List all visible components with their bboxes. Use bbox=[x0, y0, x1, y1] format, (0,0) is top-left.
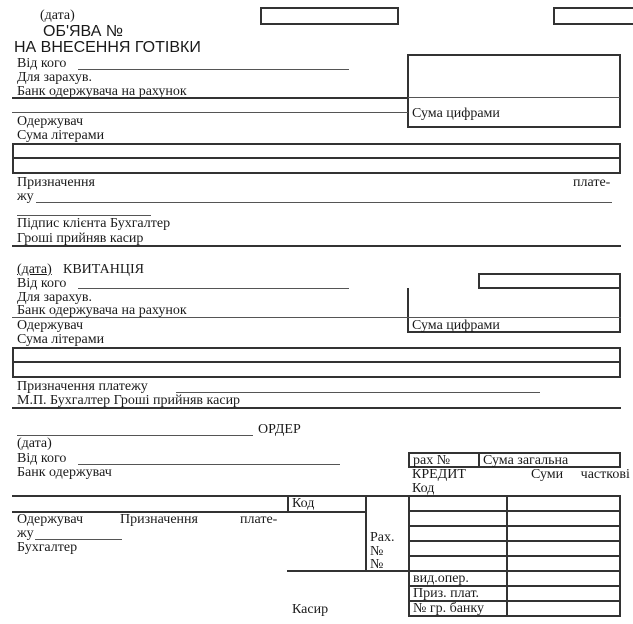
order-from-label: Від кого bbox=[17, 451, 67, 466]
notice-title: ОБ'ЯВА № bbox=[43, 23, 123, 40]
notice-subtitle: НА ВНЕСЕННЯ ГОТІВКИ bbox=[14, 39, 201, 56]
receipt-title: КВИТАНЦІЯ bbox=[63, 262, 144, 277]
order-purpose-label: Призначення bbox=[120, 512, 198, 527]
order-account-no-cell[interactable] bbox=[408, 452, 480, 468]
notice-from-label: Від кого bbox=[17, 56, 67, 71]
receipt-date-label: (дата) bbox=[17, 262, 52, 277]
divider bbox=[287, 570, 408, 572]
order-credit-label: КРЕДИТ bbox=[412, 467, 466, 482]
divider bbox=[12, 407, 621, 409]
order-bank-group-cell bbox=[408, 600, 508, 617]
order-from-field[interactable] bbox=[78, 464, 340, 465]
divider bbox=[12, 245, 621, 247]
receipt-bank-label: Банк одержувача на рахунок bbox=[17, 303, 187, 318]
order-total-amount-label: Сума загальна bbox=[483, 453, 569, 468]
divider bbox=[13, 157, 620, 159]
notice-purpose-hyphen: плате- bbox=[573, 175, 611, 190]
divider bbox=[619, 288, 621, 333]
order-purpose-hyphen: плате- bbox=[240, 512, 278, 527]
notice-from-field[interactable] bbox=[78, 69, 349, 70]
order-partial-amounts-label: Суми часткові bbox=[531, 467, 630, 482]
notice-amount-digits-label: Сума цифрами bbox=[412, 106, 500, 121]
notice-signature-label: Підпис клієнта Бухгалтер bbox=[17, 216, 171, 231]
notice-recipient-label: Одержувач bbox=[17, 114, 84, 129]
receipt-from-field[interactable] bbox=[78, 288, 349, 289]
order-total-amount-cell[interactable] bbox=[478, 452, 621, 468]
notice-amount-words-label: Сума літерами bbox=[17, 128, 105, 143]
order-account-no-vertical-2: № bbox=[370, 544, 384, 559]
notice-number-field[interactable] bbox=[553, 7, 633, 25]
receipt-recipient-label: Одержувач bbox=[17, 318, 84, 333]
order-bank-group-label: № гр. банку bbox=[413, 601, 485, 616]
order-purpose-cont: жу bbox=[17, 526, 34, 541]
order-payment-purpose-label: Приз. плат. bbox=[413, 586, 480, 601]
receipt-amount-words-label: Сума літерами bbox=[17, 332, 105, 347]
divider bbox=[408, 97, 620, 98]
notice-purpose-label: Призначення bbox=[17, 175, 95, 190]
notice-date-label: (дата) bbox=[40, 8, 75, 23]
order-account-no-vertical-1: Рах. bbox=[370, 530, 395, 545]
divider bbox=[12, 495, 408, 497]
order-code-label: Код bbox=[292, 496, 315, 511]
divider bbox=[12, 97, 408, 99]
divider bbox=[287, 495, 289, 511]
divider bbox=[12, 317, 621, 318]
receipt-purpose-label: Призначення платежу bbox=[17, 379, 148, 394]
notice-purpose-field[interactable] bbox=[36, 202, 612, 203]
receipt-footer-label: М.П. Бухгалтер Гроші прийняв касир bbox=[17, 393, 241, 408]
divider bbox=[12, 112, 408, 113]
notice-cashier-label: Гроші прийняв касир bbox=[17, 231, 144, 246]
divider bbox=[407, 288, 409, 333]
order-operation-type-label: вид.опер. bbox=[413, 571, 469, 586]
receipt-from-label: Від кого bbox=[17, 276, 67, 291]
order-title: ОРДЕР bbox=[258, 422, 301, 437]
notice-bank-label: Банк одержувача на рахунок bbox=[17, 84, 187, 99]
divider bbox=[13, 361, 620, 363]
order-cashier-label: Касир bbox=[292, 602, 329, 617]
divider bbox=[365, 495, 367, 571]
receipt-number-field[interactable] bbox=[478, 273, 621, 289]
notice-date-field[interactable] bbox=[260, 7, 399, 25]
order-date-label: (дата) bbox=[17, 436, 52, 451]
notice-credit-label: Для зарахув. bbox=[17, 70, 93, 85]
receipt-credit-label: Для зарахув. bbox=[17, 290, 93, 305]
notice-purpose-cont: жу bbox=[17, 189, 34, 204]
order-bank-label: Банк одержувач bbox=[17, 465, 112, 480]
receipt-amount-digits-label: Сума цифрами bbox=[412, 318, 500, 333]
order-bank-group-field[interactable] bbox=[506, 600, 621, 617]
order-account-no-label: рах № bbox=[413, 453, 451, 468]
order-accountant-label: Бухгалтер bbox=[17, 540, 78, 555]
order-account-no-vertical-3: № bbox=[370, 557, 384, 572]
order-date-field[interactable] bbox=[17, 435, 253, 436]
order-code-label-right: Код bbox=[412, 481, 435, 496]
order-recipient-label: Одержувач bbox=[17, 512, 84, 527]
